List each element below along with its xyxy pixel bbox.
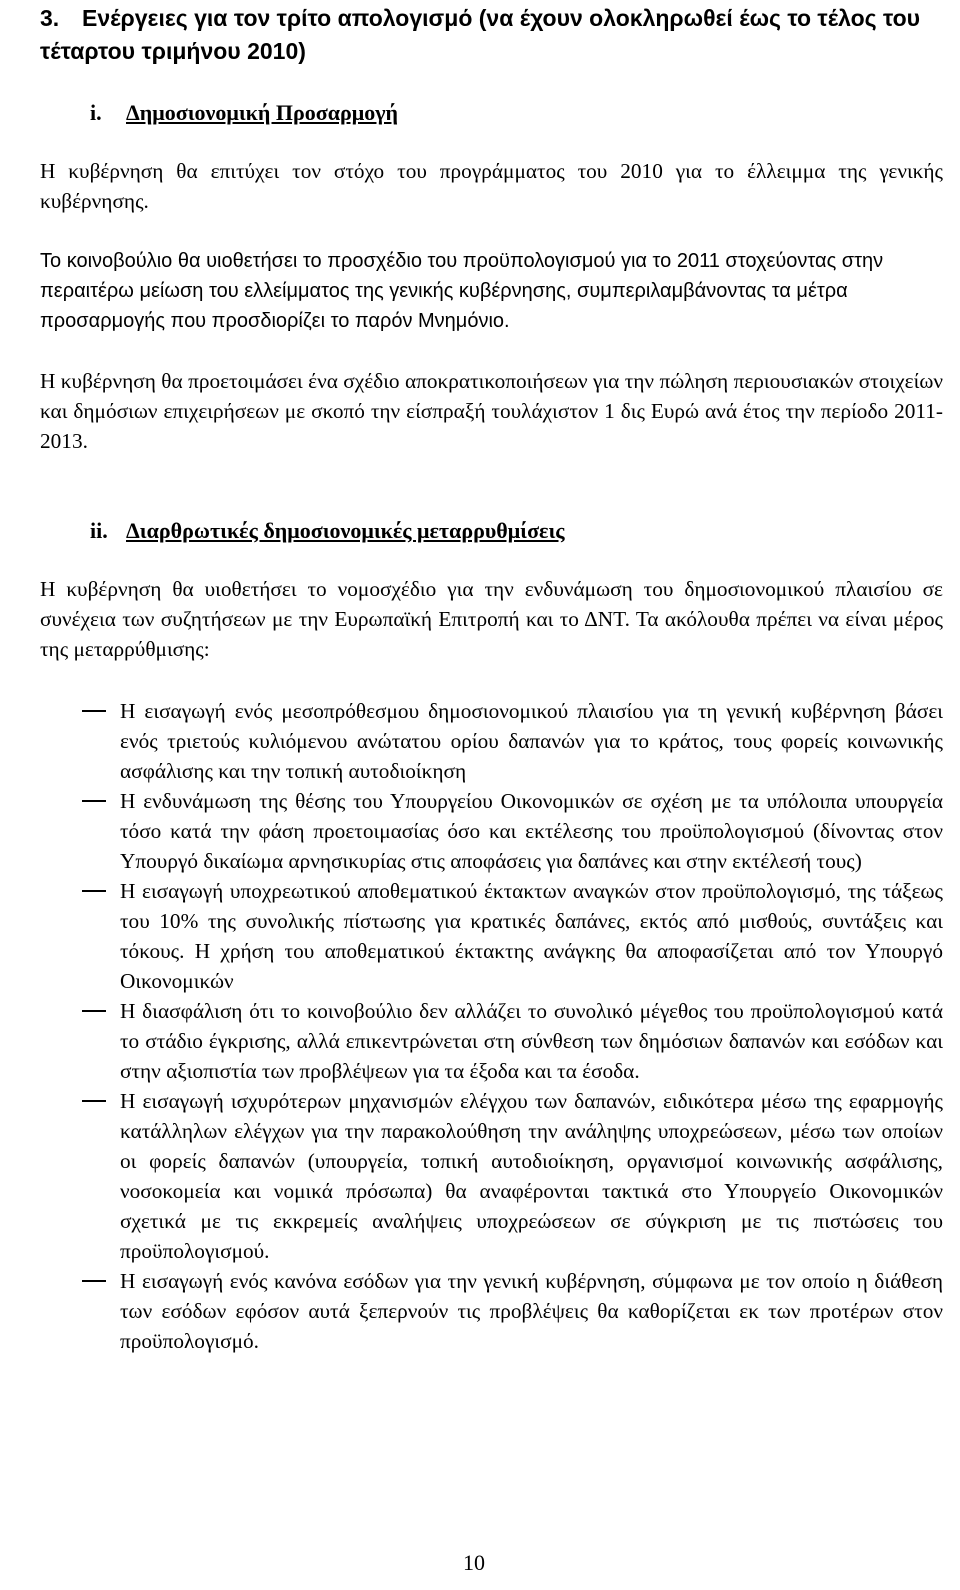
dash-marker <box>82 890 106 892</box>
page-number: 10 <box>463 1550 485 1575</box>
dash-marker <box>82 1100 106 1102</box>
dash-marker <box>82 1010 106 1012</box>
structural-marker: ii. <box>90 518 108 543</box>
list-item-text: Η εισαγωγή ενός μεσοπρόθεσμου δημοσιονομικού πλαισίου για τη γενική κυβέρνηση βάσει ενός τριετούς κυλιόμενου ανώτατου ορίου δαπανών για το κράτος, τους φορείς κοινωνικής ασφάλισης και την τοπική αυτοδιοίκηση <box>120 699 943 783</box>
fiscal-title: Δημοσιονομική Προσαρμογή <box>126 100 399 125</box>
list-item <box>40 1086 943 1266</box>
fiscal-marker: i. <box>90 100 102 125</box>
list-item <box>40 1266 943 1356</box>
list-item <box>40 696 943 786</box>
structural-title: Διαρθρωτικές δημοσιονομικές μεταρρυθμίσεις <box>126 518 565 543</box>
list-item-text: Η εισαγωγή ενός κανόνα εσόδων για την γενική κυβέρνηση, σύμφωνα με τον οποίο η διάθεση των εσόδων εφόσον αυτά ξεπερνούν τις προβλέψεις θα καθορίζεται εκ των προτέρων στον προϋπολογισμό. <box>120 1269 943 1353</box>
reform-list <box>40 696 943 1356</box>
list-item-text: Η ενδυνάμωση της θέσης του Υπουργείου Οικονομικών σε σχέση με τα υπόλοιπα υπουργεία τόσο κατά την φάση προετοιμασίας όσο και εκτέλεσης του προϋπολογισμού (δίνοντας στον Υπουργό δικαίωμα αρνησικυρίας στις αποφάσεις για δαπάνες και στην εκτέλεσή τους) <box>120 789 943 873</box>
section-heading <box>40 2 945 68</box>
structural-heading <box>90 516 565 546</box>
list-item-text: Η εισαγωγή υποχρεωτικού αποθεματικού έκτακτων αναγκών στον προϋπολογισμό, της τάξεως του 10% της συνολικής πίστωσης για κρατικές δαπάνες, εκτός από μισθούς, συντάξεις και τόκους. Η χρήση του αποθεματικού έκτακτης ανάγκης θα αποφασίζεται από τον Υπουργό Οικονομικών <box>120 879 943 993</box>
fiscal-paragraph-3: Η κυβέρνηση θα προετοιμάσει ένα σχέδιο αποκρατικοποιήσεων για την πώληση περιουσιακών στοιχείων και δημόσιων επιχειρήσεων με σκοπό την είσπραξή τουλάχιστον 1 δις Ευρώ ανά έτος την περίοδο 2011-2013. <box>40 369 943 453</box>
section-number: 3. <box>40 5 60 31</box>
list-item-text: Η διασφάλιση ότι το κοινοβούλιο δεν αλλάζει το συνολικό μέγεθος του προϋπολογισμού κατά το στάδιο έγκρισης, αλλά επικεντρώνεται στη σύνθεση των δημόσιων δαπανών και εσόδων και στην αξιοπιστία των προβλέψεων για τα έξοδα και τα έσοδα. <box>120 999 943 1083</box>
fiscal-paragraph-2: Το κοινοβούλιο θα υιοθετήσει το προσχέδιο του προϋπολογισμού για το 2011 στοχεύοντας στην περαιτέρω μείωση του ελλείμματος της γενικής κυβέρνησης, συμπεριλαμβάνοντας τα μέτρα προσαρμογής που προσδιορίζει το παρόν Μνημόνιο. <box>40 250 884 332</box>
structural-intro: Η κυβέρνηση θα υιοθετήσει το νομοσχέδιο για την ενδυνάμωση του δημοσιονομικού πλαισίου σε συνέχεια των συζητήσεων με την Ευρωπαϊκή Επιτροπή και το ΔΝΤ. Τα ακόλουθα πρέπει να είναι μέρος της μεταρρύθμισης: <box>40 577 943 661</box>
list-item <box>40 786 943 876</box>
dash-marker <box>82 710 106 712</box>
dash-marker <box>82 800 106 802</box>
list-item-text: Η εισαγωγή ισχυρότερων μηχανισμών ελέγχου των δαπανών, ειδικότερα μέσω της εφαρμογής κατάλληλων ελέγχων για την παρακολούθηση την ανάληψης υποχρεώσεων, μέσω των οποίων οι φορείς δαπανών (υπουργεία, τοπική αυτοδιοίκηση, οργανισμοί κοινωνικής ασφάλισης, νοσοκομεία και νομικά πρόσωπα) θα αναφέρονται τακτικά στο Υπουργείο Οικονομικών σχετικά με τις εκκρεμείς αναλήψεις υποχρεώσεων σε σύγκριση με τις πιστώσεις του προϋπολογισμού. <box>120 1089 943 1263</box>
fiscal-paragraph-1: Η κυβέρνηση θα επιτύχει τον στόχο του προγράμματος του 2010 για το έλλειμμα της γενικής κυβέρνησης. <box>40 159 943 213</box>
dash-marker <box>82 1280 106 1282</box>
fiscal-heading <box>90 98 398 128</box>
list-item <box>40 996 943 1086</box>
list-item <box>40 876 943 996</box>
section-title: Ενέργειες για τον τρίτο απολογισμό (να έχουν ολοκληρωθεί έως το τέλος του τέταρτου τριμήνου 2010) <box>40 5 921 64</box>
